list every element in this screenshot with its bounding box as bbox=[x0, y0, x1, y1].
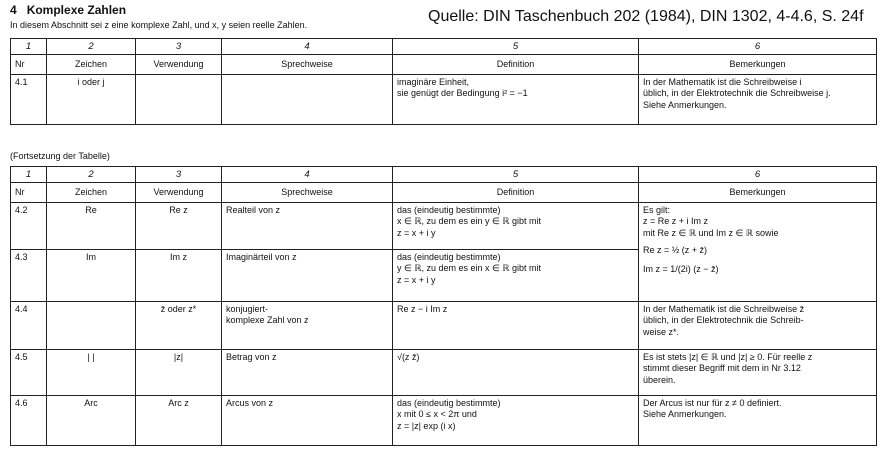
pronunciation: Imaginärteil von z bbox=[222, 250, 393, 302]
definition-line: z = x + i y bbox=[397, 274, 436, 285]
remarks-line: Im z = 1/(2i) (z − z̄) bbox=[643, 264, 719, 274]
column-header: Verwendung bbox=[136, 55, 222, 75]
usage: |z| bbox=[136, 350, 222, 396]
remarks-line: Siehe Anmerkungen. bbox=[643, 99, 727, 110]
remarks-line: üblich, in der Elektrotechnik die Schreib- bbox=[643, 315, 804, 326]
column-header: Nr bbox=[11, 55, 47, 75]
column-header: Definition bbox=[393, 183, 639, 203]
table-row bbox=[11, 396, 877, 446]
row-number: 4.3 bbox=[11, 250, 47, 302]
definition-line: imaginäre Einheit, bbox=[397, 77, 470, 87]
row-number: 4.2 bbox=[11, 203, 47, 250]
remarks-line: stimmt dieser Begriff mit dem in Nr 3.12 bbox=[643, 363, 801, 374]
definitions-table-1 bbox=[10, 38, 877, 125]
definition-line: das (eindeutig bestimmte) bbox=[397, 252, 501, 262]
pronunciation: Realteil von z bbox=[222, 203, 393, 250]
column-number-row bbox=[11, 167, 877, 183]
remarks-line: Es gilt: bbox=[643, 205, 671, 215]
table-row bbox=[11, 350, 877, 396]
column-number: 2 bbox=[47, 167, 136, 183]
column-number: 4 bbox=[222, 167, 393, 183]
pronunciation: Betrag von z bbox=[222, 350, 393, 396]
remarks-line: überein. bbox=[643, 374, 676, 385]
definition-line: das (eindeutig bestimmte) bbox=[397, 398, 501, 408]
definition-line: √(z z̄) bbox=[397, 352, 420, 362]
definition bbox=[393, 350, 639, 396]
remarks-line: In der Mathematik ist die Schreibweise i bbox=[643, 77, 802, 87]
column-header: Definition bbox=[393, 55, 639, 75]
column-header: Verwendung bbox=[136, 183, 222, 203]
remarks-line: In der Mathematik ist die Schreibweise z̄ bbox=[643, 304, 805, 314]
symbol bbox=[47, 302, 136, 350]
definition-line: y ∈ ℝ, zu dem es ein x ∈ ℝ gibt mit bbox=[397, 263, 541, 274]
remarks bbox=[639, 75, 877, 125]
column-number: 5 bbox=[393, 39, 639, 55]
symbol: | | bbox=[47, 350, 136, 396]
remarks bbox=[639, 302, 877, 350]
column-number: 2 bbox=[47, 39, 136, 55]
table-row bbox=[11, 203, 877, 250]
remarks bbox=[639, 350, 877, 396]
definition-line: Re z − i Im z bbox=[397, 304, 448, 314]
definition bbox=[393, 250, 639, 302]
definition bbox=[393, 75, 639, 125]
table-row bbox=[11, 75, 877, 125]
column-number: 4 bbox=[222, 39, 393, 55]
row-number: 4.6 bbox=[11, 396, 47, 446]
usage: Im z bbox=[136, 250, 222, 302]
symbol: i oder j bbox=[47, 75, 136, 125]
remarks-line: mit Re z ∈ ℝ und Im z ∈ ℝ sowie bbox=[643, 227, 779, 238]
column-number: 6 bbox=[639, 39, 877, 55]
definition bbox=[393, 203, 639, 250]
column-number: 1 bbox=[11, 167, 47, 183]
remarks-line: üblich, in der Elektrotechnik die Schreibweise j. bbox=[643, 88, 831, 99]
column-header: Nr bbox=[11, 183, 47, 203]
continuation-label: (Fortsetzung der Tabelle) bbox=[10, 151, 110, 161]
definition-line: das (eindeutig bestimmte) bbox=[397, 205, 501, 215]
remarks-line: z = Re z + i Im z bbox=[643, 216, 709, 227]
usage: z̄ oder z* bbox=[136, 302, 222, 350]
remarks-line: weise z*. bbox=[643, 326, 680, 337]
row-number: 4.4 bbox=[11, 302, 47, 350]
definition-line: z = x + i y bbox=[397, 227, 436, 238]
usage: Re z bbox=[136, 203, 222, 250]
column-number: 3 bbox=[136, 167, 222, 183]
pronunciation bbox=[222, 75, 393, 125]
pronunciation-line: konjugiert- bbox=[226, 304, 269, 314]
definition bbox=[393, 302, 639, 350]
column-header: Bemerkungen bbox=[639, 55, 877, 75]
remarks bbox=[639, 203, 877, 302]
column-number: 5 bbox=[393, 167, 639, 183]
pronunciation: Arcus von z bbox=[222, 396, 393, 446]
remarks bbox=[639, 396, 877, 446]
definition-line: x mit 0 ≤ x < 2π und bbox=[397, 409, 477, 420]
remarks-line: Siehe Anmerkungen. bbox=[643, 409, 727, 420]
usage bbox=[136, 75, 222, 125]
definition-line: z = |z| exp (i x) bbox=[397, 420, 456, 431]
column-header: Zeichen bbox=[47, 183, 136, 203]
remarks-line: Es ist stets |z| ∈ ℝ und |z| ≥ 0. Für reelle z bbox=[643, 352, 813, 362]
definitions-table-2 bbox=[10, 166, 877, 446]
column-header-row bbox=[11, 55, 877, 75]
definition-line: x ∈ ℝ, zu dem es ein y ∈ ℝ gibt mit bbox=[397, 216, 541, 227]
symbol: Re bbox=[47, 203, 136, 250]
section-number: 4 bbox=[10, 3, 17, 17]
remarks-line: Der Arcus ist nur für z ≠ 0 definiert. bbox=[643, 398, 782, 408]
usage: Arc z bbox=[136, 396, 222, 446]
row-number: 4.1 bbox=[11, 75, 47, 125]
column-number: 3 bbox=[136, 39, 222, 55]
pronunciation-line: komplexe Zahl von z bbox=[226, 315, 309, 326]
column-header: Bemerkungen bbox=[639, 183, 877, 203]
row-number: 4.5 bbox=[11, 350, 47, 396]
symbol: Im bbox=[47, 250, 136, 302]
definition-line: sie genügt der Bedingung i² = −1 bbox=[397, 88, 528, 99]
column-header: Zeichen bbox=[47, 55, 136, 75]
section-heading bbox=[10, 3, 126, 17]
definition bbox=[393, 396, 639, 446]
column-header-row bbox=[11, 183, 877, 203]
symbol: Arc bbox=[47, 396, 136, 446]
table-row bbox=[11, 302, 877, 350]
source-citation: Quelle: DIN Taschenbuch 202 (1984), DIN 1302, 4-4.6, S. 24f bbox=[428, 8, 864, 25]
column-number: 1 bbox=[11, 39, 47, 55]
column-number-row bbox=[11, 39, 877, 55]
section-intro: In diesem Abschnitt sei z eine komplexe Zahl, und x, y seien reelle Zahlen. bbox=[10, 20, 308, 30]
column-number: 6 bbox=[639, 167, 877, 183]
section-title: Komplexe Zahlen bbox=[26, 3, 127, 17]
pronunciation bbox=[222, 302, 393, 350]
remarks-line: Re z = ½ (z + z̄) bbox=[643, 244, 708, 255]
column-header: Sprechweise bbox=[222, 183, 393, 203]
column-header: Sprechweise bbox=[222, 55, 393, 75]
